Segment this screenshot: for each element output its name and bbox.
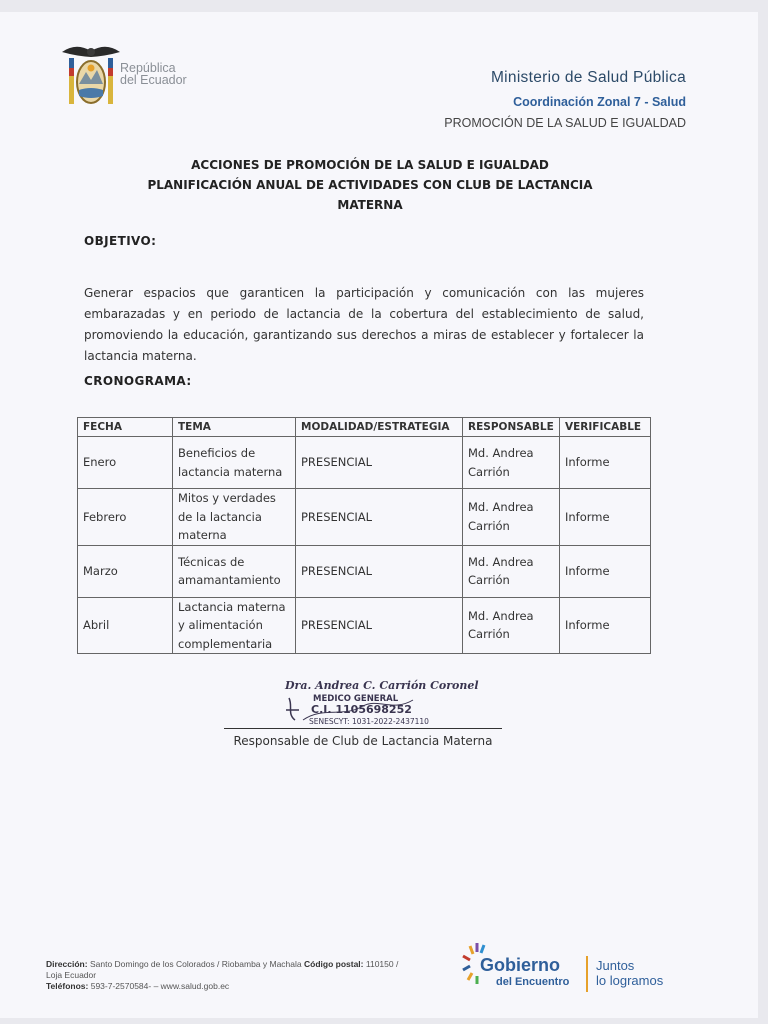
department-name: PROMOCIÓN DE LA SALUD E IGUALDAD <box>444 116 686 130</box>
signature-caption: Responsable de Club de Lactancia Materna <box>233 734 493 748</box>
document-page <box>0 12 758 1018</box>
cell-tema: Beneficios de lactancia materna <box>173 437 296 489</box>
cell-modalidad: PRESENCIAL <box>296 437 463 489</box>
table-row <box>78 437 651 489</box>
column-header: RESPONSABLE <box>463 418 560 437</box>
phone-label: Teléfonos: <box>46 981 89 991</box>
doctor-stamp <box>283 676 479 728</box>
cell-tema: Técnicas de amamantamiento <box>173 545 296 597</box>
cell-verificable: Informe <box>560 437 651 489</box>
schedule-table <box>77 417 651 654</box>
title-line1: ACCIONES DE PROMOCIÓN DE LA SALUD E IGUALDAD <box>191 158 549 172</box>
cell-modalidad: PRESENCIAL <box>296 545 463 597</box>
cell-verificable: Informe <box>560 489 651 546</box>
phone-text: 593-7-2570584- – www.salud.gob.ec <box>90 981 230 991</box>
cell-verificable: Informe <box>560 597 651 654</box>
title-line3: MATERNA <box>337 198 403 212</box>
cell-verificable: Informe <box>560 545 651 597</box>
cell-fecha: Enero <box>78 437 173 489</box>
column-header: FECHA <box>78 418 173 437</box>
republic-name <box>120 62 187 86</box>
cell-responsable: Md. Andrea Carrión <box>463 597 560 654</box>
cell-responsable: Md. Andrea Carrión <box>463 545 560 597</box>
cell-modalidad: PRESENCIAL <box>296 489 463 546</box>
table-row <box>78 545 651 597</box>
schedule-heading: CRONOGRAMA: <box>84 374 192 388</box>
postal-code: 110150 / <box>365 959 399 969</box>
cell-fecha: Febrero <box>78 489 173 546</box>
table-header-row <box>78 418 651 437</box>
slogan-line1: Juntos <box>596 958 635 973</box>
table-row <box>78 489 651 546</box>
table-row <box>78 597 651 654</box>
footer-contact <box>46 959 398 992</box>
encuentro-wordmark: del Encuentro <box>496 976 570 988</box>
signature-line <box>224 728 502 729</box>
stamp-id: C.I. 1105698252 <box>311 703 412 716</box>
document-title <box>90 155 650 215</box>
postal-label: Código postal: <box>304 959 364 969</box>
objective-heading: OBJETIVO: <box>84 234 157 248</box>
gobierno-wordmark: Gobierno <box>480 955 560 975</box>
zonal-coordination: Coordinación Zonal 7 - Salud <box>513 95 686 109</box>
column-header: VERIFICABLE <box>560 418 651 437</box>
cell-tema: Lactancia materna y alimentación complementaria <box>173 597 296 654</box>
title-line2: PLANIFICACIÓN ANUAL DE ACTIVIDADES CON CLUB DE LACTANCIA <box>147 178 593 192</box>
ecuador-coat-of-arms-icon <box>60 42 122 112</box>
stamp-registration: SENESCYT: 1031-2022-2437110 <box>309 717 429 726</box>
cell-modalidad: PRESENCIAL <box>296 597 463 654</box>
footer-city: Loja Ecuador <box>46 970 97 980</box>
republic-line1: República <box>120 61 176 75</box>
address-label: Dirección: <box>46 959 88 969</box>
cell-fecha: Abril <box>78 597 173 654</box>
slogan-line2: lo logramos <box>596 973 664 988</box>
stamp-name: Dra. Andrea C. Carrión Coronel <box>285 679 479 692</box>
slogan <box>596 958 663 988</box>
column-header: MODALIDAD/ESTRATEGIA <box>296 418 463 437</box>
cell-fecha: Marzo <box>78 545 173 597</box>
brand-divider <box>586 956 588 992</box>
cell-responsable: Md. Andrea Carrión <box>463 437 560 489</box>
cell-tema: Mitos y verdades de la lactancia materna <box>173 489 296 546</box>
footer-line1 <box>46 959 398 970</box>
address-text: Santo Domingo de los Colorados / Riobamba y Machala <box>89 959 302 969</box>
cell-responsable: Md. Andrea Carrión <box>463 489 560 546</box>
stamp-title: MEDICO GENERAL <box>313 694 399 704</box>
republic-line2: del Ecuador <box>120 73 187 87</box>
column-header: TEMA <box>173 418 296 437</box>
ministry-name: Ministerio de Salud Pública <box>490 69 686 86</box>
objective-text: Generar espacios que garanticen la participación y comunicación con las mujeres embarazadas y en periodo de lactancia de la cobertura del establecimiento de salud, promoviendo la educación, garantizando sus derechos a miras de establecer y fortalecer la lactancia materna. <box>84 286 644 363</box>
footer-line3 <box>46 981 398 992</box>
